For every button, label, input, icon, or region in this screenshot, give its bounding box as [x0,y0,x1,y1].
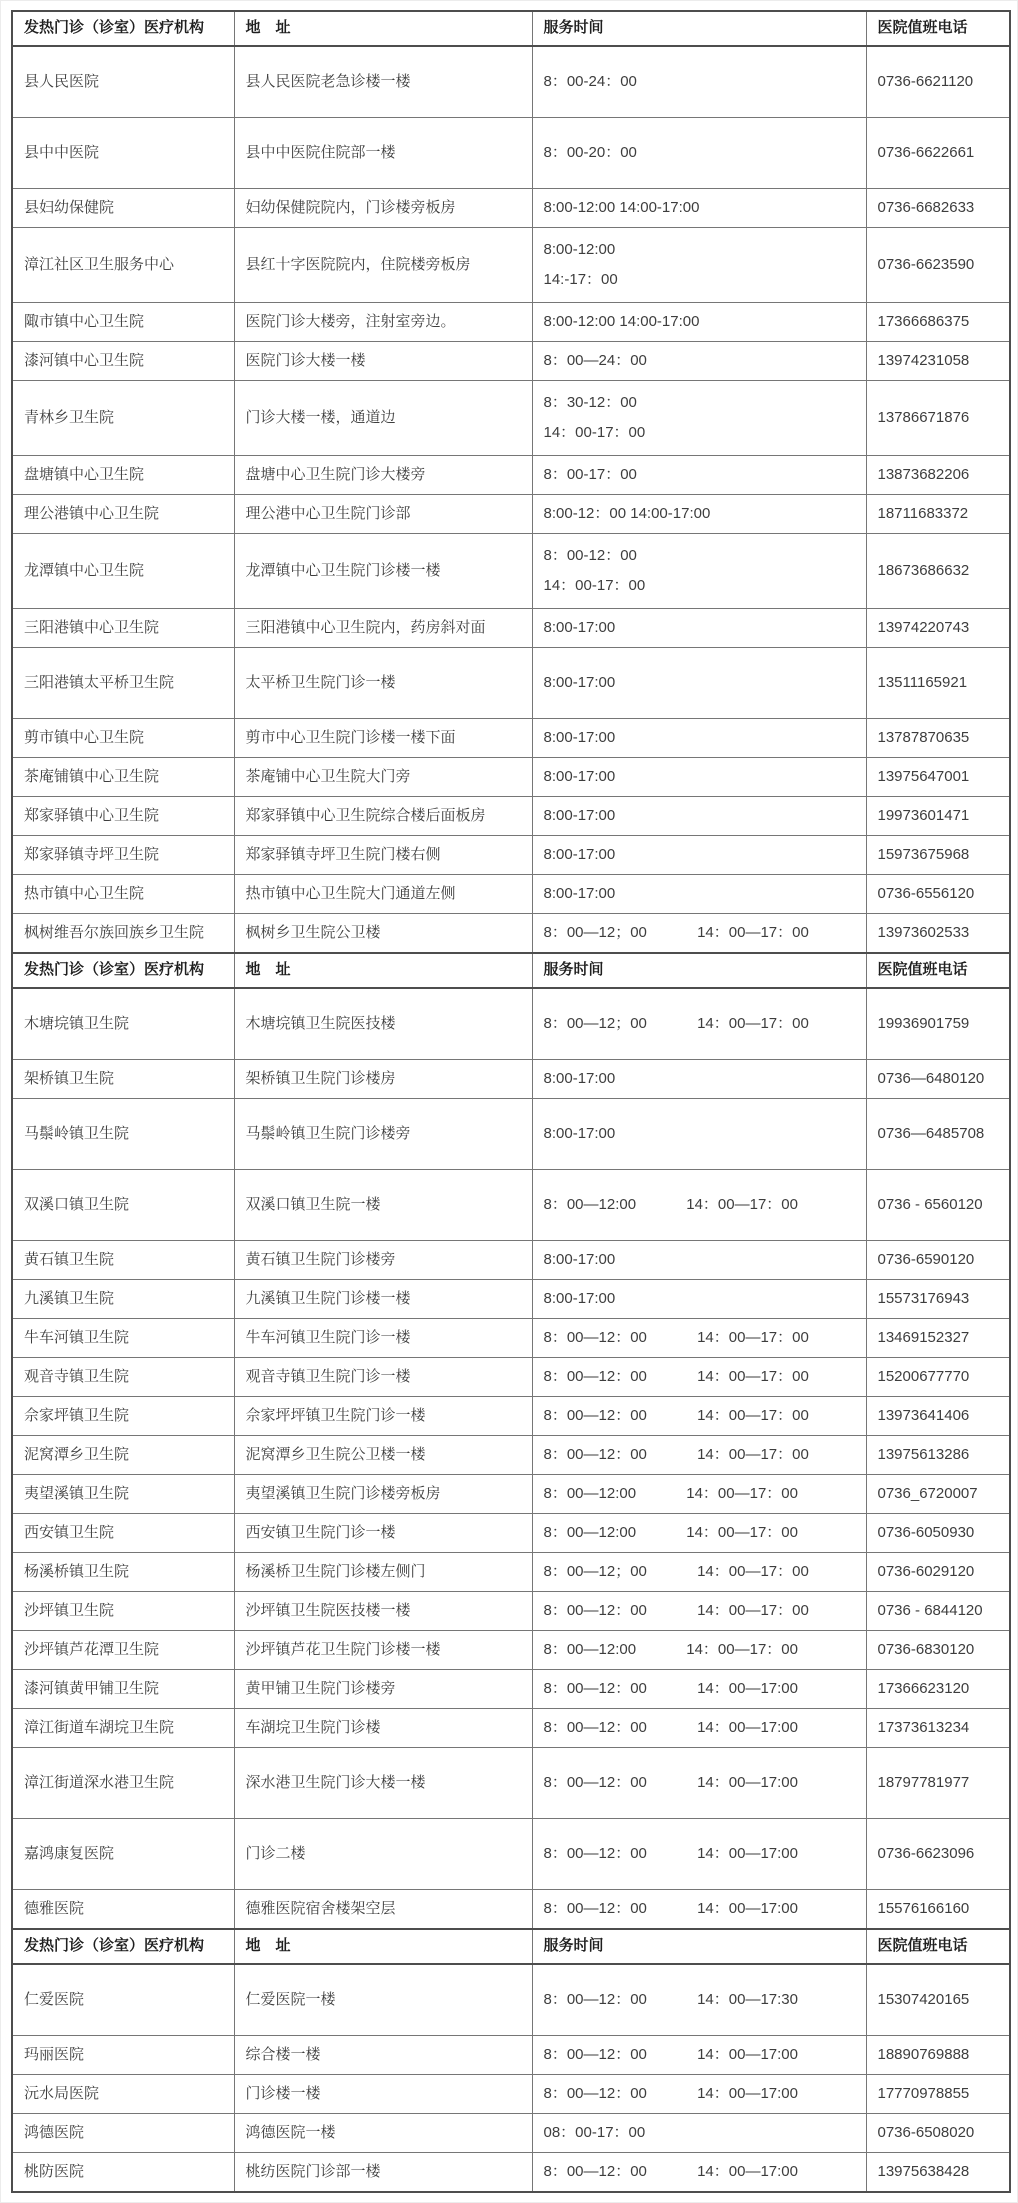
table-row [12,988,1010,1060]
service-hours-morning: 8:00-17:00 [543,806,616,824]
institution-name: 夷望溪镇卫生院 [12,1475,234,1514]
service-hours-morning: 8:00-17:00 [543,1124,616,1142]
institution-name: 双溪口镇卫生院 [12,1170,234,1241]
service-hours-afternoon: 14：00-17：00 [543,424,646,441]
address: 三阳港镇中心卫生院内，药房斜对面 [234,609,532,648]
service-hours-morning: 8：00—24：00 [543,351,647,369]
service-hours-afternoon: 14：00—17:00 [697,1773,798,1791]
address: 理公港中心卫生院门诊部 [234,495,532,534]
address: 观音寺镇卫生院门诊一楼 [234,1358,532,1397]
service-hours [532,648,866,719]
service-hours-morning: 8：00-20：00 [543,143,637,161]
service-hours [532,342,866,381]
address: 热市镇中心卫生院大门通道左侧 [234,875,532,914]
table-row [12,719,1010,758]
address: 枫树乡卫生院公卫楼 [234,914,532,954]
service-hours [532,914,866,954]
duty-phone: 18890769888 [866,2036,1010,2075]
institution-name: 热市镇中心卫生院 [12,875,234,914]
service-hours-morning: 8：00—12：00 [543,1601,647,1619]
service-hours [532,1709,866,1748]
service-hours [532,1099,866,1170]
service-hours-morning: 8：00-12：00 [543,546,637,564]
column-header-institution: 发热门诊（诊室）医疗机构 [12,11,234,46]
table-row [12,1553,1010,1592]
duty-phone: 0736 - 6844120 [866,1592,1010,1631]
service-hours [532,1748,866,1819]
service-hours [532,2153,866,2193]
address: 医院门诊大楼旁，注射室旁边。 [234,303,532,342]
address: 县中中医院住院部一楼 [234,118,532,189]
service-hours-morning: 8：00—12：00 [543,2045,647,2063]
service-hours [532,46,866,118]
service-hours-morning: 8:00-12：00 14:00-17:00 [543,504,711,522]
table-row [12,1819,1010,1890]
service-hours [532,456,866,495]
institution-name: 德雅医院 [12,1890,234,1930]
address: 桃纺医院门诊部一楼 [234,2153,532,2193]
institution-name: 仁爱医院 [12,1964,234,2036]
institution-name: 嘉鸿康复医院 [12,1819,234,1890]
table-header-row [12,1929,1010,1964]
address: 西安镇卫生院门诊一楼 [234,1514,532,1553]
table-row [12,381,1010,456]
address: 剪市中心卫生院门诊楼一楼下面 [234,719,532,758]
duty-phone: 13469152327 [866,1319,1010,1358]
service-hours-morning: 8：00—12：00 [543,1679,647,1697]
table-header-row [12,11,1010,46]
duty-phone: 0736 - 6560120 [866,1170,1010,1241]
column-header-service-hours: 服务时间 [532,953,866,988]
service-hours-morning: 8：00-24：00 [543,72,637,90]
table-row [12,118,1010,189]
duty-phone: 0736-6029120 [866,1553,1010,1592]
institution-name: 观音寺镇卫生院 [12,1358,234,1397]
table-row [12,1631,1010,1670]
column-header-address: 地 址 [234,11,532,46]
service-hours-morning: 8：00—12：00 [543,1445,647,1463]
address: 郑家驿镇寺坪卫生院门楼右侧 [234,836,532,875]
table-row [12,1397,1010,1436]
address: 医院门诊大楼一楼 [234,342,532,381]
table-row [12,609,1010,648]
service-hours [532,1241,866,1280]
duty-phone: 13975613286 [866,1436,1010,1475]
service-hours-morning: 8:00-12:00 14:00-17:00 [543,312,700,330]
duty-phone: 0736-6590120 [866,1241,1010,1280]
duty-phone: 0736-6830120 [866,1631,1010,1670]
service-hours-morning: 8：00—12：00 [543,1990,647,2008]
table-row [12,1319,1010,1358]
duty-phone: 15973675968 [866,836,1010,875]
duty-phone: 0736_6720007 [866,1475,1010,1514]
service-hours-morning: 8：00—12：00 [543,1773,647,1791]
address: 县红十字医院院内，住院楼旁板房 [234,228,532,303]
table-row [12,189,1010,228]
table-row [12,1592,1010,1631]
service-hours [532,609,866,648]
service-hours [532,1890,866,1930]
institution-name: 泥窝潭乡卫生院 [12,1436,234,1475]
duty-phone: 13973641406 [866,1397,1010,1436]
service-hours-morning: 8：00—12：00 [543,1328,647,1346]
address: 盘塘中心卫生院门诊大楼旁 [234,456,532,495]
service-hours-afternoon: 14:-17：00 [543,271,618,288]
address: 杨溪桥卫生院门诊楼左侧门 [234,1553,532,1592]
service-hours [532,2036,866,2075]
service-hours-morning: 8：00—12：00 [543,2162,647,2180]
address: 门诊大楼一楼，通道边 [234,381,532,456]
duty-phone: 0736-6621120 [866,46,1010,118]
service-hours [532,1060,866,1099]
service-hours-morning: 8:00-17:00 [543,1289,616,1307]
institution-name: 沅水局医院 [12,2075,234,2114]
service-hours-morning: 8：00—12:00 [543,1640,637,1658]
service-hours [532,797,866,836]
service-hours-afternoon: 14：00—17：00 [686,1523,798,1541]
address: 车湖垸卫生院门诊楼 [234,1709,532,1748]
table-row [12,46,1010,118]
service-hours-afternoon: 14：00—17:00 [697,1899,798,1917]
column-header-institution: 发热门诊（诊室）医疗机构 [12,953,234,988]
institution-name: 沙坪镇芦花潭卫生院 [12,1631,234,1670]
institution-name: 漆河镇中心卫生院 [12,342,234,381]
table-row [12,2075,1010,2114]
institution-name: 鸿德医院 [12,2114,234,2153]
duty-phone: 0736-6623096 [866,1819,1010,1890]
service-hours [532,875,866,914]
table-row [12,1099,1010,1170]
institution-name: 县妇幼保健院 [12,189,234,228]
service-hours-afternoon: 14：00—17:00 [697,2162,798,2180]
duty-phone: 0736—6480120 [866,1060,1010,1099]
duty-phone: 18673686632 [866,534,1010,609]
fever-clinic-table [11,10,1011,2193]
institution-name: 理公港镇中心卫生院 [12,495,234,534]
institution-name: 郑家驿镇中心卫生院 [12,797,234,836]
duty-phone: 13786671876 [866,381,1010,456]
service-hours [532,534,866,609]
service-hours-afternoon: 14：00—17:00 [697,2045,798,2063]
duty-phone: 13511165921 [866,648,1010,719]
table-row [12,2153,1010,2193]
table-row [12,1709,1010,1748]
address: 妇幼保健院院内，门诊楼旁板房 [234,189,532,228]
service-hours [532,1358,866,1397]
table-row [12,1670,1010,1709]
institution-name: 茶庵铺镇中心卫生院 [12,758,234,797]
institution-name: 郑家驿镇寺坪卫生院 [12,836,234,875]
column-header-duty-phone: 医院值班电话 [866,953,1010,988]
service-hours-afternoon: 14：00—17:00 [697,1718,798,1736]
address: 综合楼一楼 [234,2036,532,2075]
address: 佘家坪坪镇卫生院门诊一楼 [234,1397,532,1436]
duty-phone: 17366686375 [866,303,1010,342]
table-row [12,342,1010,381]
service-hours-afternoon: 14：00—17：00 [697,923,809,941]
institution-name: 三阳港镇太平桥卫生院 [12,648,234,719]
service-hours-afternoon: 14：00—17：00 [697,1367,809,1385]
table-row [12,836,1010,875]
institution-name: 陬市镇中心卫生院 [12,303,234,342]
duty-phone: 0736-6622661 [866,118,1010,189]
service-hours [532,118,866,189]
duty-phone: 13974231058 [866,342,1010,381]
duty-phone: 18797781977 [866,1748,1010,1819]
duty-phone: 0736-6050930 [866,1514,1010,1553]
column-header-duty-phone: 医院值班电话 [866,11,1010,46]
table-row [12,1475,1010,1514]
address: 沙坪镇芦花卫生院门诊楼一楼 [234,1631,532,1670]
service-hours [532,2114,866,2153]
address: 黄甲铺卫生院门诊楼旁 [234,1670,532,1709]
address: 县人民医院老急诊楼一楼 [234,46,532,118]
duty-phone: 0736—6485708 [866,1099,1010,1170]
service-hours [532,1280,866,1319]
service-hours-morning: 8:00-17:00 [543,767,616,785]
institution-name: 漳江街道深水港卫生院 [12,1748,234,1819]
table-row [12,1358,1010,1397]
address: 门诊楼一楼 [234,2075,532,2114]
duty-phone: 0736-6508020 [866,2114,1010,2153]
service-hours-morning: 8：00—12：00 [543,2084,647,2102]
table-row [12,1436,1010,1475]
institution-name: 漳江社区卫生服务中心 [12,228,234,303]
institution-name: 玛丽医院 [12,2036,234,2075]
table-row [12,456,1010,495]
service-hours-afternoon: 14：00—17:00 [697,1679,798,1697]
service-hours [532,836,866,875]
service-hours-afternoon: 14：00—17：00 [697,1562,809,1580]
institution-name: 三阳港镇中心卫生院 [12,609,234,648]
address: 沙坪镇卫生院医技楼一楼 [234,1592,532,1631]
service-hours [532,495,866,534]
institution-name: 佘家坪镇卫生院 [12,1397,234,1436]
service-hours-morning: 8:00-17:00 [543,1250,616,1268]
table-row [12,1280,1010,1319]
institution-name: 牛车河镇卫生院 [12,1319,234,1358]
service-hours-morning: 8：00—12：00 [543,1899,647,1917]
address: 双溪口镇卫生院一楼 [234,1170,532,1241]
institution-name: 沙坪镇卫生院 [12,1592,234,1631]
column-header-service-hours: 服务时间 [532,1929,866,1964]
address: 郑家驿镇中心卫生院综合楼后面板房 [234,797,532,836]
table-row [12,797,1010,836]
address: 夷望溪镇卫生院门诊楼旁板房 [234,1475,532,1514]
service-hours-morning: 8：00—12:00 [543,1195,637,1213]
address: 架桥镇卫生院门诊楼房 [234,1060,532,1099]
service-hours-afternoon: 14：00-17：00 [543,577,646,594]
service-hours-afternoon: 14：00—17：00 [686,1484,798,1502]
address: 马鬃岭镇卫生院门诊楼旁 [234,1099,532,1170]
address: 仁爱医院一楼 [234,1964,532,2036]
table-row [12,1964,1010,2036]
institution-name: 漳江街道车湖垸卫生院 [12,1709,234,1748]
service-hours-morning: 8:00-12:00 14:00-17:00 [543,198,700,216]
column-header-institution: 发热门诊（诊室）医疗机构 [12,1929,234,1964]
service-hours [532,1631,866,1670]
service-hours [532,2075,866,2114]
table-row [12,2114,1010,2153]
institution-name: 剪市镇中心卫生院 [12,719,234,758]
address: 牛车河镇卫生院门诊一楼 [234,1319,532,1358]
service-hours [532,228,866,303]
table-row [12,1170,1010,1241]
service-hours-morning: 8：00—12：00 [543,1367,647,1385]
service-hours-morning: 8:00-17:00 [543,884,616,902]
service-hours-morning: 8：00—12：00 [543,1718,647,1736]
address: 太平桥卫生院门诊一楼 [234,648,532,719]
service-hours [532,1514,866,1553]
institution-name: 桃防医院 [12,2153,234,2193]
service-hours-afternoon: 14：00—17：00 [686,1640,798,1658]
service-hours-afternoon: 14：00—17：00 [697,1445,809,1463]
table-row [12,495,1010,534]
duty-phone: 17373613234 [866,1709,1010,1748]
duty-phone: 13787870635 [866,719,1010,758]
service-hours [532,1592,866,1631]
table-row [12,2036,1010,2075]
institution-name: 县中中医院 [12,118,234,189]
table-row [12,875,1010,914]
service-hours-morning: 8:00-17:00 [543,728,616,746]
service-hours-afternoon: 14：00—17:00 [697,2084,798,2102]
column-header-service-hours: 服务时间 [532,11,866,46]
fever-clinic-table-body [12,11,1010,2192]
service-hours [532,1819,866,1890]
service-hours [532,1397,866,1436]
service-hours-afternoon: 14：00—17:00 [697,1844,798,1862]
duty-phone: 15200677770 [866,1358,1010,1397]
institution-name: 盘塘镇中心卫生院 [12,456,234,495]
table-row [12,648,1010,719]
table-row [12,1060,1010,1099]
service-hours [532,1319,866,1358]
institution-name: 县人民医院 [12,46,234,118]
address: 龙潭镇中心卫生院门诊楼一楼 [234,534,532,609]
institution-name: 架桥镇卫生院 [12,1060,234,1099]
service-hours [532,1436,866,1475]
institution-name: 木塘垸镇卫生院 [12,988,234,1060]
service-hours-morning: 8:00-17:00 [543,845,616,863]
address: 德雅医院宿舍楼架空层 [234,1890,532,1930]
service-hours [532,1553,866,1592]
address: 泥窝潭乡卫生院公卫楼一楼 [234,1436,532,1475]
column-header-address: 地 址 [234,1929,532,1964]
service-hours-morning: 8:00-17:00 [543,618,616,636]
service-hours-afternoon: 14：00—17：00 [697,1601,809,1619]
service-hours [532,303,866,342]
duty-phone: 15307420165 [866,1964,1010,2036]
column-header-address: 地 址 [234,953,532,988]
duty-phone: 17770978855 [866,2075,1010,2114]
service-hours [532,1670,866,1709]
table-row [12,1748,1010,1819]
service-hours-afternoon: 14：00—17：00 [686,1195,798,1213]
table-row [12,228,1010,303]
service-hours [532,758,866,797]
service-hours-afternoon: 14：00—17：00 [697,1406,809,1424]
table-header-row [12,953,1010,988]
institution-name: 漆河镇黄甲铺卫生院 [12,1670,234,1709]
service-hours [532,1475,866,1514]
column-header-duty-phone: 医院值班电话 [866,1929,1010,1964]
service-hours-morning: 8：00—12：00 [543,1844,647,1862]
address: 鸿德医院一楼 [234,2114,532,2153]
address: 九溪镇卫生院门诊楼一楼 [234,1280,532,1319]
service-hours-morning: 8：00—12：00 [543,1406,647,1424]
table-row [12,1241,1010,1280]
duty-phone: 18711683372 [866,495,1010,534]
service-hours-morning: 8：00—12；00 [543,923,647,941]
duty-phone: 13973602533 [866,914,1010,954]
duty-phone: 13974220743 [866,609,1010,648]
service-hours [532,1170,866,1241]
service-hours-morning: 8:00-12:00 [543,240,616,258]
institution-name: 青林乡卫生院 [12,381,234,456]
duty-phone: 19936901759 [866,988,1010,1060]
institution-name: 西安镇卫生院 [12,1514,234,1553]
institution-name: 龙潭镇中心卫生院 [12,534,234,609]
duty-phone: 17366623120 [866,1670,1010,1709]
service-hours-morning: 8：00—12；00 [543,1562,647,1580]
table-row [12,1890,1010,1930]
duty-phone: 13873682206 [866,456,1010,495]
duty-phone: 19973601471 [866,797,1010,836]
duty-phone: 0736-6682633 [866,189,1010,228]
service-hours-afternoon: 14：00—17：00 [697,1328,809,1346]
duty-phone: 13975638428 [866,2153,1010,2193]
service-hours-morning: 8:00-17:00 [543,673,616,691]
service-hours-morning: 8：00-17：00 [543,465,637,483]
duty-phone: 15573176943 [866,1280,1010,1319]
institution-name: 九溪镇卫生院 [12,1280,234,1319]
address: 木塘垸镇卫生院医技楼 [234,988,532,1060]
service-hours-morning: 8：00—12:00 [543,1523,637,1541]
table-row [12,534,1010,609]
table-row [12,303,1010,342]
service-hours-morning: 8：30-12：00 [543,393,637,411]
service-hours [532,988,866,1060]
service-hours-afternoon: 14：00—17:30 [697,1990,798,2008]
duty-phone: 0736-6556120 [866,875,1010,914]
table-row [12,1514,1010,1553]
table-row [12,914,1010,954]
address: 深水港卫生院门诊大楼一楼 [234,1748,532,1819]
service-hours-morning: 8：00—12:00 [543,1484,637,1502]
institution-name: 枫树维吾尔族回族乡卫生院 [12,914,234,954]
service-hours-morning: 08：00-17：00 [543,2123,646,2141]
service-hours-afternoon: 14：00—17：00 [697,1014,809,1032]
address: 黄石镇卫生院门诊楼旁 [234,1241,532,1280]
duty-phone: 13975647001 [866,758,1010,797]
institution-name: 黄石镇卫生院 [12,1241,234,1280]
service-hours [532,719,866,758]
address: 门诊二楼 [234,1819,532,1890]
institution-name: 杨溪桥镇卫生院 [12,1553,234,1592]
table-row [12,758,1010,797]
service-hours [532,189,866,228]
service-hours-morning: 8：00—12；00 [543,1014,647,1032]
service-hours [532,1964,866,2036]
service-hours-morning: 8:00-17:00 [543,1069,616,1087]
address: 茶庵铺中心卫生院大门旁 [234,758,532,797]
institution-name: 马鬃岭镇卫生院 [12,1099,234,1170]
service-hours [532,381,866,456]
duty-phone: 15576166160 [866,1890,1010,1930]
duty-phone: 0736-6623590 [866,228,1010,303]
